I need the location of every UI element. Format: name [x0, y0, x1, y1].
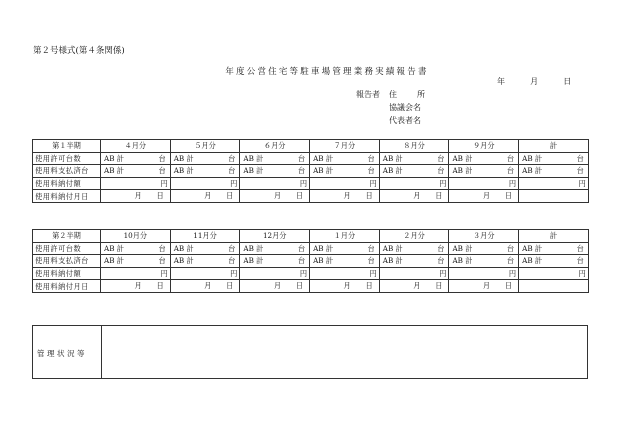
- paid-amount-cell[interactable]: [449, 177, 519, 190]
- ab-total-label: AB 計: [382, 166, 403, 176]
- ab-total-label: AB 計: [313, 243, 334, 253]
- ab-total-label: AB 計: [104, 256, 124, 266]
- ab-total-label: AB 計: [173, 256, 194, 266]
- table-row: [33, 280, 589, 293]
- yen-unit-label: 円: [508, 179, 517, 189]
- month-header: ８月分: [379, 140, 449, 153]
- month-unit-label: 月: [482, 281, 491, 291]
- ab-total-label: AB 計: [313, 166, 334, 176]
- unit-count-label: 台: [367, 256, 375, 266]
- paid-amount-cell[interactable]: [379, 177, 449, 190]
- row-label-paid-units: 使用料支払済台: [33, 255, 101, 268]
- day-unit-label: 日: [365, 281, 373, 291]
- ab-total-label: AB 計: [243, 153, 264, 163]
- pay-date-cell[interactable]: [379, 190, 449, 203]
- paid-amount-cell[interactable]: [170, 267, 240, 280]
- period-label: 第２半期: [33, 230, 101, 243]
- unit-count-label: 台: [576, 153, 584, 163]
- day-unit-label: 日: [295, 281, 304, 291]
- paid-units-cell[interactable]: [379, 255, 449, 268]
- pay-date-cell[interactable]: [310, 280, 380, 293]
- row-label-permits: 使用許可台数: [33, 242, 101, 255]
- paid-units-cell[interactable]: [310, 255, 380, 268]
- unit-count-label: 台: [228, 243, 236, 253]
- month-unit-label: 月: [413, 281, 421, 291]
- first-half-table: [32, 139, 589, 203]
- month-header: ９月分: [449, 140, 519, 153]
- ab-total-label: AB 計: [452, 256, 473, 266]
- row-label-permits: 使用許可台数: [33, 152, 101, 165]
- report-date: [497, 76, 571, 87]
- paid-amount-total-cell[interactable]: [519, 177, 589, 190]
- unit-count-label: 台: [158, 243, 166, 253]
- unit-count-label: 台: [367, 243, 375, 253]
- paid-units-total-cell[interactable]: [519, 165, 589, 178]
- ab-total-label: AB 計: [173, 243, 194, 253]
- reporter-label: 報告者: [356, 90, 380, 99]
- day-unit-label: 日: [504, 281, 513, 291]
- month-unit-label: 月: [343, 191, 351, 201]
- unit-count-label: 台: [297, 256, 306, 266]
- month-unit-label: 月: [134, 191, 142, 201]
- pay-date-cell[interactable]: [240, 190, 310, 203]
- yen-unit-label: 円: [369, 179, 377, 189]
- unit-count-label: 台: [437, 166, 445, 176]
- month-unit-label: 月: [134, 281, 142, 291]
- paid-units-cell[interactable]: [101, 255, 171, 268]
- unit-count-label: 台: [506, 166, 515, 176]
- paid-amount-cell[interactable]: [449, 267, 519, 280]
- ab-total-label: AB 計: [173, 166, 194, 176]
- unit-count-label: 台: [158, 256, 166, 266]
- ab-total-label: AB 計: [452, 243, 473, 253]
- document-title: 年度公営住宅等駐車場管理業務実績報告書: [225, 67, 429, 77]
- month-unit-label: 月: [204, 191, 212, 201]
- pay-date-cell[interactable]: [379, 280, 449, 293]
- permit-count-cell[interactable]: [240, 152, 310, 165]
- month-header: 12月分: [240, 230, 310, 243]
- table-row: [33, 255, 589, 268]
- unit-count-label: 台: [158, 166, 166, 176]
- row-label-pay-date: 使用料納付月日: [33, 190, 101, 203]
- day-unit-label: 日: [156, 281, 164, 291]
- ab-total-label: AB 計: [382, 243, 403, 253]
- table-row: [33, 177, 589, 190]
- paid-amount-cell[interactable]: [101, 177, 171, 190]
- pay-date-cell[interactable]: [170, 190, 240, 203]
- status-divider: [101, 326, 102, 378]
- pay-date-cell[interactable]: [101, 280, 171, 293]
- table-row: [33, 190, 589, 203]
- day-unit-label: 日: [226, 191, 234, 201]
- day-unit-label: 日: [365, 191, 373, 201]
- yen-unit-label: 円: [439, 269, 447, 279]
- management-status-box: [32, 325, 588, 379]
- date-year-label: 年: [497, 77, 505, 86]
- unit-count-label: 台: [228, 153, 236, 163]
- month-header: ６月分: [240, 140, 310, 153]
- ab-total-label: AB 計: [522, 243, 543, 253]
- unit-count-label: 台: [158, 153, 166, 163]
- pay-date-total-cell: [519, 190, 589, 203]
- yen-unit-label: 円: [160, 179, 168, 189]
- total-header: 計: [519, 230, 589, 243]
- table-row: [33, 242, 589, 255]
- unit-count-label: 台: [228, 256, 236, 266]
- table-row: [33, 165, 589, 178]
- unit-count-label: 台: [506, 256, 515, 266]
- month-header: ７月分: [310, 140, 380, 153]
- ab-total-label: AB 計: [243, 256, 264, 266]
- permit-count-cell[interactable]: [449, 152, 519, 165]
- ab-total-label: AB 計: [243, 166, 264, 176]
- pay-date-cell[interactable]: [449, 280, 519, 293]
- date-month-label: 月: [530, 77, 539, 86]
- unit-count-label: 台: [576, 256, 584, 266]
- unit-count-label: 台: [367, 166, 375, 176]
- day-unit-label: 日: [435, 281, 443, 291]
- permit-count-cell[interactable]: [170, 242, 240, 255]
- permit-count-cell[interactable]: [170, 152, 240, 165]
- ab-total-label: AB 計: [522, 153, 543, 163]
- ab-total-label: AB 計: [452, 153, 473, 163]
- month-unit-label: 月: [273, 281, 282, 291]
- ab-total-label: AB 計: [173, 153, 194, 163]
- permit-count-total-cell[interactable]: [519, 242, 589, 255]
- address-label: 住 所: [389, 90, 431, 99]
- permit-count-cell[interactable]: [310, 242, 380, 255]
- yen-unit-label: 円: [299, 179, 308, 189]
- unit-count-label: 台: [228, 166, 236, 176]
- day-unit-label: 日: [226, 281, 234, 291]
- form-number: 第２号様式(第４条関係): [33, 46, 125, 56]
- yen-unit-label: 円: [230, 269, 238, 279]
- unit-count-label: 台: [297, 166, 306, 176]
- month-header: ２月分: [379, 230, 449, 243]
- unit-count-label: 台: [576, 166, 584, 176]
- day-unit-label: 日: [435, 191, 443, 201]
- paid-amount-cell[interactable]: [101, 267, 171, 280]
- month-unit-label: 月: [482, 191, 491, 201]
- permit-count-cell[interactable]: [379, 242, 449, 255]
- pay-date-cell[interactable]: [449, 190, 519, 203]
- paid-units-cell[interactable]: [379, 165, 449, 178]
- ab-total-label: AB 計: [104, 243, 124, 253]
- paid-units-cell[interactable]: [449, 165, 519, 178]
- pay-date-total-cell: [519, 280, 589, 293]
- paid-amount-cell[interactable]: [240, 177, 310, 190]
- representative-label: 代表者名: [389, 116, 421, 125]
- month-unit-label: 月: [204, 281, 212, 291]
- unit-count-label: 台: [506, 243, 515, 253]
- day-unit-label: 日: [504, 191, 513, 201]
- ab-total-label: AB 計: [382, 153, 403, 163]
- ab-total-label: AB 計: [104, 166, 124, 176]
- month-unit-label: 月: [343, 281, 351, 291]
- paid-units-cell[interactable]: [310, 165, 380, 178]
- permit-count-cell[interactable]: [449, 242, 519, 255]
- paid-units-cell[interactable]: [240, 255, 310, 268]
- date-day-label: 日: [563, 77, 572, 86]
- unit-count-label: 台: [297, 243, 306, 253]
- day-unit-label: 日: [295, 191, 304, 201]
- paid-amount-total-cell[interactable]: [519, 267, 589, 280]
- table-header-row: [33, 140, 589, 153]
- pay-date-cell[interactable]: [170, 280, 240, 293]
- pay-date-cell[interactable]: [101, 190, 171, 203]
- unit-count-label: 台: [297, 153, 306, 163]
- yen-unit-label: 円: [578, 179, 586, 189]
- ab-total-label: AB 計: [522, 166, 543, 176]
- pay-date-cell[interactable]: [310, 190, 380, 203]
- ab-total-label: AB 計: [522, 256, 543, 266]
- month-header: ５月分: [170, 140, 240, 153]
- month-header: ４月分: [101, 140, 171, 153]
- yen-unit-label: 円: [230, 179, 238, 189]
- paid-amount-cell[interactable]: [240, 267, 310, 280]
- ab-total-label: AB 計: [382, 256, 403, 266]
- table-header-row: [33, 230, 589, 243]
- ab-total-label: AB 計: [313, 256, 334, 266]
- association-label: 協議会名: [389, 103, 421, 112]
- paid-amount-cell[interactable]: [310, 267, 380, 280]
- ab-total-label: AB 計: [104, 153, 124, 163]
- ab-total-label: AB 計: [243, 243, 264, 253]
- period-label: 第１半期: [33, 140, 101, 153]
- month-header: １月分: [310, 230, 380, 243]
- yen-unit-label: 円: [299, 269, 308, 279]
- row-label-paid-amount: 使用料納付額: [33, 177, 101, 190]
- yen-unit-label: 円: [578, 269, 586, 279]
- row-label-pay-date: 使用料納付月日: [33, 280, 101, 293]
- unit-count-label: 台: [576, 243, 584, 253]
- permit-count-cell[interactable]: [379, 152, 449, 165]
- paid-units-cell[interactable]: [449, 255, 519, 268]
- permit-count-cell[interactable]: [101, 242, 171, 255]
- month-unit-label: 月: [413, 191, 421, 201]
- pay-date-cell[interactable]: [240, 280, 310, 293]
- paid-units-cell[interactable]: [101, 165, 171, 178]
- paid-amount-cell[interactable]: [379, 267, 449, 280]
- unit-count-label: 台: [437, 243, 445, 253]
- unit-count-label: 台: [506, 153, 515, 163]
- management-status-label: 管理状況等: [37, 349, 87, 358]
- month-header: ３月分: [449, 230, 519, 243]
- yen-unit-label: 円: [508, 269, 517, 279]
- unit-count-label: 台: [437, 256, 445, 266]
- total-header: 計: [519, 140, 589, 153]
- table-row: [33, 267, 589, 280]
- paid-amount-cell[interactable]: [170, 177, 240, 190]
- permit-count-cell[interactable]: [101, 152, 171, 165]
- table-row: [33, 152, 589, 165]
- second-half-table: [32, 229, 589, 293]
- month-header: 10月分: [101, 230, 171, 243]
- row-label-paid-amount: 使用料納付額: [33, 267, 101, 280]
- ab-total-label: AB 計: [313, 153, 334, 163]
- paid-units-cell[interactable]: [170, 165, 240, 178]
- permit-count-total-cell[interactable]: [519, 152, 589, 165]
- paid-units-cell[interactable]: [170, 255, 240, 268]
- yen-unit-label: 円: [160, 269, 168, 279]
- day-unit-label: 日: [156, 191, 164, 201]
- permit-count-cell[interactable]: [240, 242, 310, 255]
- month-header: 11月分: [170, 230, 240, 243]
- paid-units-total-cell[interactable]: [519, 255, 589, 268]
- unit-count-label: 台: [367, 153, 375, 163]
- permit-count-cell[interactable]: [310, 152, 380, 165]
- row-label-paid-units: 使用料支払済台: [33, 165, 101, 178]
- paid-units-cell[interactable]: [240, 165, 310, 178]
- yen-unit-label: 円: [369, 269, 377, 279]
- month-unit-label: 月: [273, 191, 282, 201]
- unit-count-label: 台: [437, 153, 445, 163]
- yen-unit-label: 円: [439, 179, 447, 189]
- ab-total-label: AB 計: [452, 166, 473, 176]
- paid-amount-cell[interactable]: [310, 177, 380, 190]
